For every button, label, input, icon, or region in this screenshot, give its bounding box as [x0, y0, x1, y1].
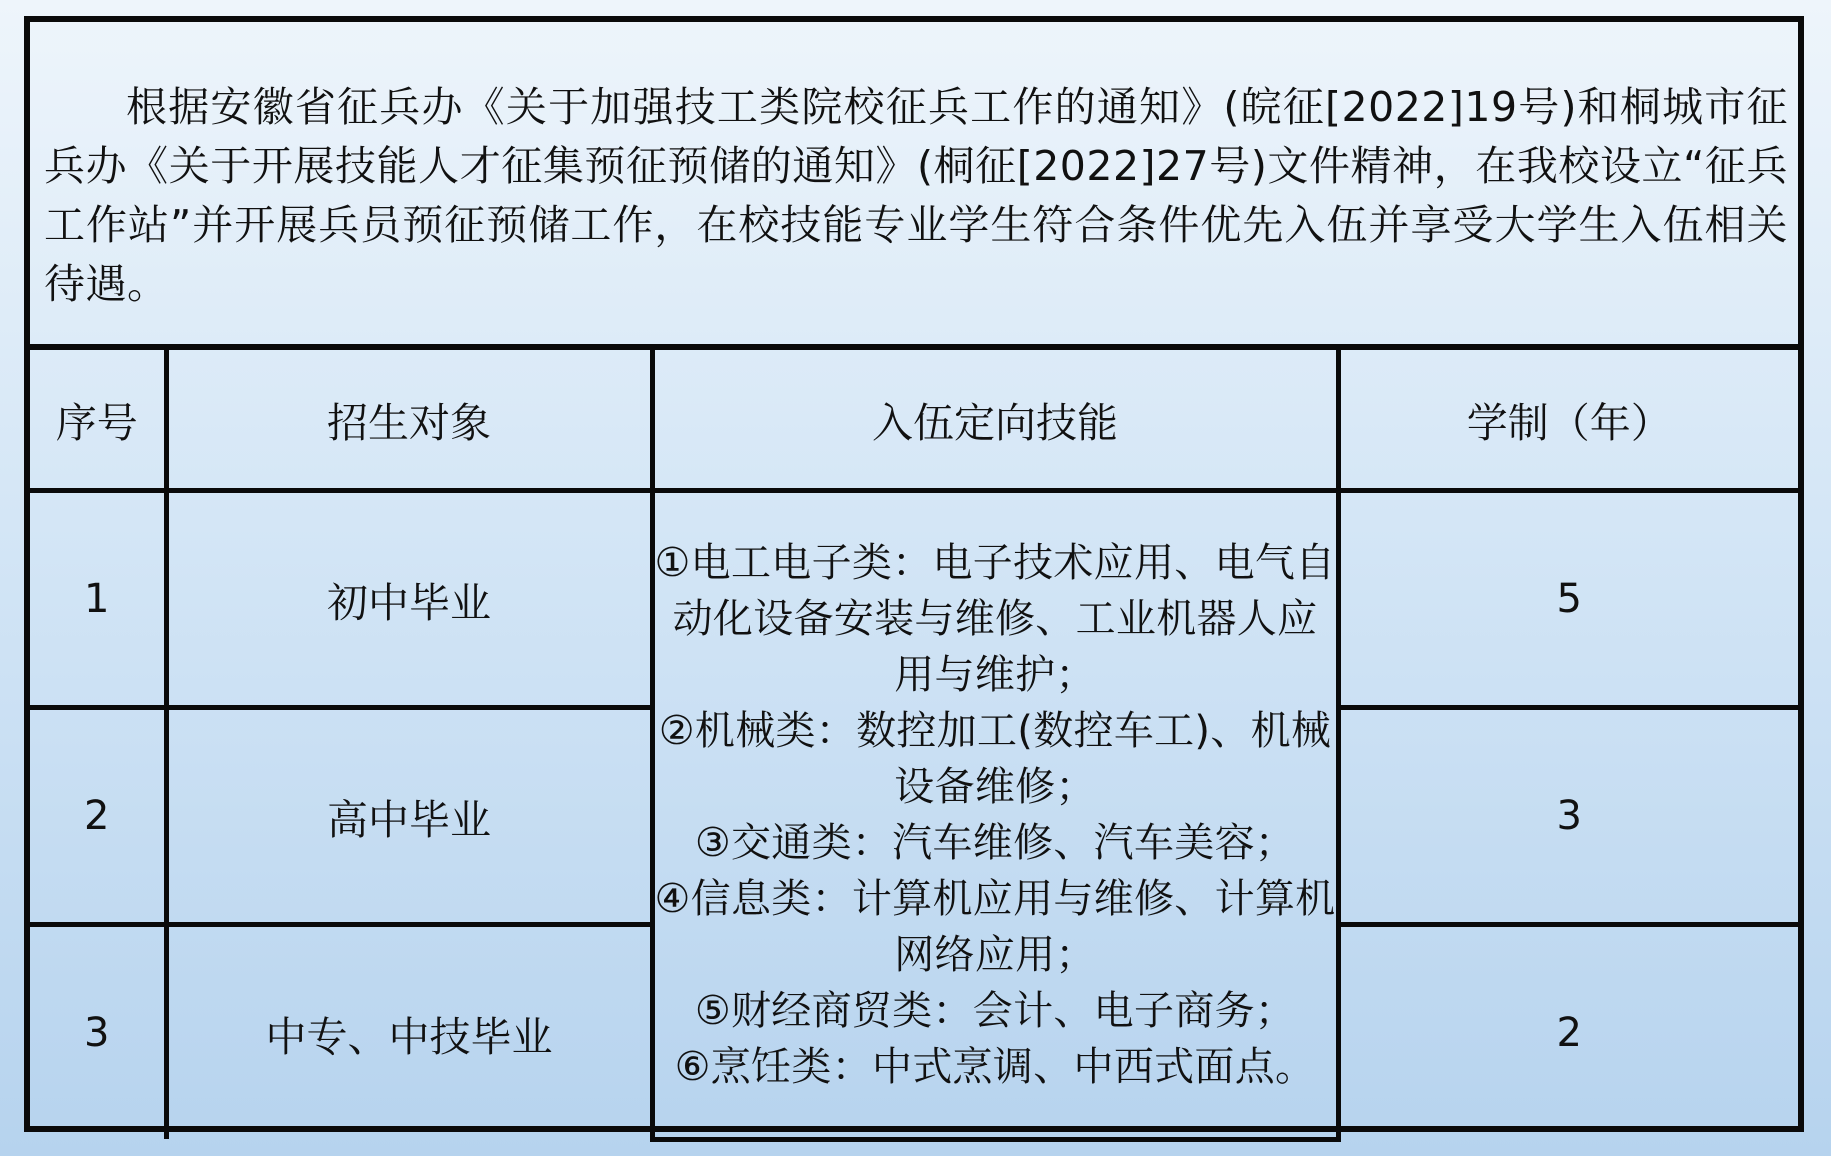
- row-serial: 1: [30, 491, 166, 708]
- skill-item: ③交通类：汽车维修、汽车美容；: [694, 819, 1296, 866]
- skill-item: ①电工电子类：电子技术应用、电气自动化设备安装与维修、工业机器人应用与维护；: [654, 539, 1336, 698]
- enrollment-table: [30, 344, 1798, 1142]
- row-target: 初中毕业: [166, 491, 652, 708]
- skills-cell: [652, 491, 1338, 1140]
- row-years: 5: [1338, 491, 1798, 708]
- row-serial: 2: [30, 708, 166, 925]
- skill-item: ⑥烹饪类：中式烹调、中西式面点。: [674, 1043, 1316, 1090]
- header-years: 学制（年）: [1338, 347, 1798, 491]
- row-years: 2: [1338, 925, 1798, 1140]
- row-target: 中专、中技毕业: [166, 925, 652, 1140]
- row-target: 高中毕业: [166, 708, 652, 925]
- header-serial: 序号: [30, 347, 166, 491]
- header-target: 招生对象: [166, 347, 652, 491]
- row-years: 3: [1338, 708, 1798, 925]
- table-row: [30, 491, 1798, 708]
- table-header-row: [30, 347, 1798, 491]
- skill-item: ④信息类：计算机应用与维修、计算机网络应用；: [654, 875, 1336, 978]
- enrollment-notice: [24, 16, 1804, 1132]
- skill-item: ⑤财经商贸类：会计、电子商务；: [694, 987, 1296, 1034]
- row-serial: 3: [30, 925, 166, 1140]
- header-skills: 入伍定向技能: [652, 347, 1338, 491]
- skill-item: ②机械类：数控加工(数控车工)、机械设备维修；: [658, 707, 1332, 810]
- intro-paragraph: 根据安徽省征兵办《关于加强技工类院校征兵工作的通知》(皖征[2022]19号)和桐城市征兵办《关于开展技能人才征集预征预储的通知》(桐征[2022]27号)文件精神，在我校设立“征兵工作站”并开展兵员预征预储工作，在校技能专业学生符合条件优先入伍并享受大学生入伍相关待遇。: [44, 83, 1788, 308]
